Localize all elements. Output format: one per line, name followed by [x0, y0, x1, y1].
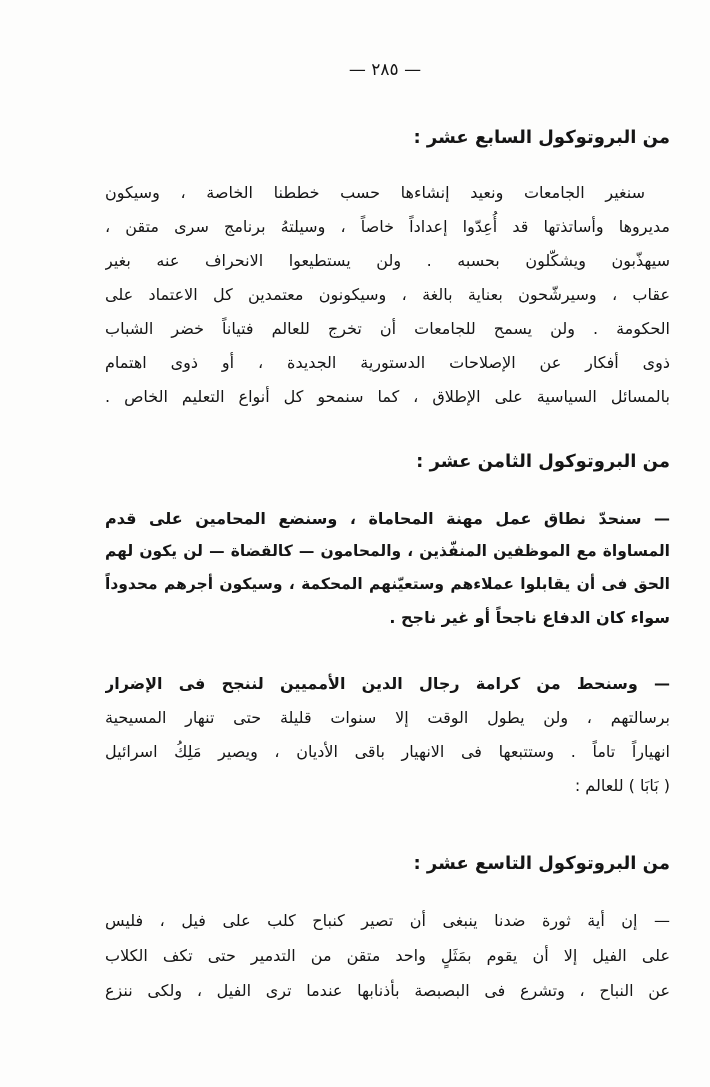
- text-line: ذوى أفكار عن الإصلاحات الدستورية الجديدة ، أو ذوى اهتمام: [105, 353, 670, 372]
- section-heading: من البروتوكول التاسع عشر :: [413, 853, 670, 874]
- text-line: سيهذّبون ويشكّلون بحسبه . ولن يستطيعوا الانحراف عنه بغير: [105, 251, 670, 270]
- page-number: — ٢٨٥ —: [348, 60, 422, 80]
- text-line: ( بَابَا ) للعالم :: [574, 776, 670, 795]
- text-line: سواء كان الدفاع ناجحاً أو غير ناجح .: [389, 608, 670, 627]
- text-line: انهياراً تاماً . وستتبعها فى الانهيار باقى الأديان ، ويصير مَلِكُ اسرائيل: [105, 742, 670, 761]
- paragraph: [105, 176, 670, 414]
- text-line: — إن أية ثورة ضدنا ينبغى أن تصير كنباح كلب على فيل ، فليس: [105, 911, 670, 930]
- text-line: — وسنحط من كرامة رجال الدين الأمميين لننجح فى الإضرار: [105, 674, 670, 693]
- text-line: على الفيل إلا أن يقوم بمَثَلٍ واحد متقن من التدمير حتى تكف الكلاب: [105, 946, 670, 965]
- text-line: — سنحدّ نطاق عمل مهنة المحاماة ، وسنضع المحامين على قدم: [105, 509, 670, 528]
- text-line: سنغير الجامعات ونعيد إنشاءها حسب خططنا الخاصة ، وسيكون: [105, 183, 645, 202]
- text-line: عقاب ، وسيرشّحون بعناية بالغة ، وسيكونون معتمدين كل الاعتماد على: [105, 285, 670, 304]
- text-line: بالمسائل السياسية على الإطلاق ، كما سنمحو كل أنواع التعليم الخاص .: [105, 387, 670, 406]
- section-heading: من البروتوكول السابع عشر :: [413, 127, 670, 148]
- paragraph: [105, 502, 670, 634]
- text-line: برسالتهم ، ولن يطول الوقت إلا سنوات قليلة حتى تنهار المسيحية: [105, 708, 670, 727]
- text-line: مديروها وأساتذتها قد أُعِدّوا إعداداً خاصاً ، وسيلتهُ برنامج سرى متقن ،: [105, 217, 670, 236]
- paragraph: [105, 667, 670, 803]
- text-line: عن النباح ، وتشرع فى البصبصة بأذنابها عندما ترى الفيل ، ولكى ننزع: [105, 981, 670, 1000]
- paragraph: [105, 903, 670, 1008]
- text-line: المساواة مع الموظفين المنفّذين ، والمحامون — كالقضاة — لن يكون لهم: [105, 542, 670, 560]
- section-heading: من البروتوكول الثامن عشر :: [416, 451, 670, 472]
- text-line: الحق فى أن يقابلوا عملاءهم وستعيّنهم المحكمة ، وسيكون أجرهم محدوداً: [105, 575, 670, 593]
- text-line: الحكومة . ولن يسمح للجامعات أن تخرج للعالم فتياناً خضر الشباب: [105, 319, 670, 338]
